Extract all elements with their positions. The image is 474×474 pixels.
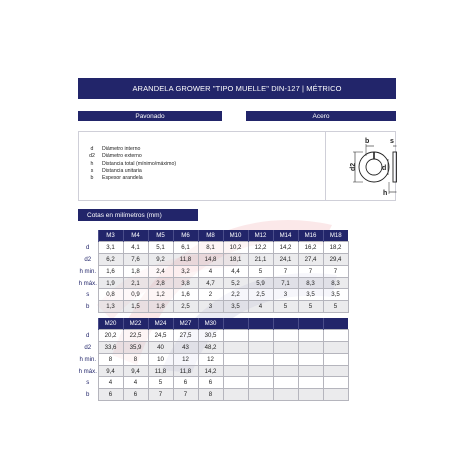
table-cell: 6 bbox=[98, 389, 123, 401]
table-cell bbox=[248, 377, 273, 389]
table-cell: 2,1 bbox=[123, 277, 148, 289]
legend-description: Distancia unitaria bbox=[102, 167, 142, 174]
column-header: M16 bbox=[298, 230, 323, 242]
table-cell: 0,9 bbox=[123, 289, 148, 301]
table-cell: 1,6 bbox=[173, 289, 198, 301]
dimension-label-d: d bbox=[382, 165, 387, 172]
units-label: Cotas en milímetros (mm) bbox=[78, 209, 198, 221]
table-cell: 7,1 bbox=[273, 277, 298, 289]
column-header: M10 bbox=[223, 230, 248, 242]
table-cell: 5 bbox=[323, 301, 348, 313]
table-cell: 2,5 bbox=[173, 301, 198, 313]
legend bbox=[85, 146, 176, 182]
legend-item bbox=[85, 168, 176, 175]
column-header: M27 bbox=[173, 318, 198, 330]
table-cell bbox=[248, 389, 273, 401]
table-row bbox=[78, 242, 348, 254]
legend-description: Diámetro interno bbox=[102, 146, 141, 152]
table-row bbox=[78, 254, 348, 266]
table-cell bbox=[248, 365, 273, 377]
column-header bbox=[298, 318, 323, 330]
column-header bbox=[323, 318, 348, 330]
table-cell: 1,5 bbox=[123, 301, 148, 313]
row-label: h min. bbox=[79, 355, 97, 363]
column-header: M3 bbox=[98, 230, 123, 242]
legend-symbol: d2 bbox=[89, 153, 95, 160]
row-label: d2 bbox=[84, 343, 92, 351]
row-label: h min. bbox=[79, 267, 97, 275]
column-header: M22 bbox=[123, 318, 148, 330]
dimensions-table-2 bbox=[78, 318, 349, 401]
table-cell: 33,6 bbox=[98, 342, 123, 354]
table-cell: 1,2 bbox=[148, 289, 173, 301]
table-cell: 30,5 bbox=[198, 330, 223, 342]
table-cell: 7 bbox=[323, 265, 348, 277]
table-cell bbox=[298, 365, 323, 377]
table-cell bbox=[273, 365, 298, 377]
legend-description: Diámetro externo bbox=[102, 153, 142, 160]
table-row bbox=[78, 301, 348, 313]
column-header: M14 bbox=[273, 230, 298, 242]
row-label: d bbox=[86, 332, 90, 340]
table-row bbox=[78, 389, 348, 401]
table-cell: 10 bbox=[148, 353, 173, 365]
table-cell: 14,2 bbox=[273, 242, 298, 254]
table-cell bbox=[323, 342, 348, 354]
table-cell: 4,1 bbox=[123, 242, 148, 254]
table-cell bbox=[323, 389, 348, 401]
legend-symbol: d bbox=[90, 146, 94, 152]
table-cell: 5 bbox=[248, 265, 273, 277]
table-header-row bbox=[78, 230, 348, 242]
table-cell: 3,8 bbox=[173, 277, 198, 289]
table-cell bbox=[273, 377, 298, 389]
table-header-row bbox=[78, 318, 348, 330]
table-cell bbox=[248, 330, 273, 342]
table-cell bbox=[298, 353, 323, 365]
column-header: M4 bbox=[123, 230, 148, 242]
table-cell: 11,8 bbox=[173, 365, 198, 377]
table-cell: 8,3 bbox=[323, 277, 348, 289]
table-cell: 7 bbox=[173, 389, 198, 401]
table-cell: 9,4 bbox=[123, 365, 148, 377]
table-cell bbox=[223, 365, 248, 377]
table-cell: 10,2 bbox=[223, 242, 248, 254]
washer-side-view bbox=[393, 152, 397, 182]
table-cell bbox=[323, 353, 348, 365]
table-cell: 1,8 bbox=[148, 301, 173, 313]
legend-symbol: h bbox=[90, 160, 94, 167]
table-cell: 16,2 bbox=[298, 242, 323, 254]
table-cell: 1,8 bbox=[123, 265, 148, 277]
table-cell bbox=[323, 330, 348, 342]
table-row bbox=[78, 277, 348, 289]
table-cell: 18,2 bbox=[323, 242, 348, 254]
table-row bbox=[78, 353, 348, 365]
table-cell bbox=[273, 389, 298, 401]
row-label: s bbox=[86, 291, 90, 299]
table-row bbox=[78, 365, 348, 377]
table-cell: 1,3 bbox=[98, 301, 123, 313]
table-cell bbox=[323, 377, 348, 389]
table-cell bbox=[273, 342, 298, 354]
dimension-label-h: h bbox=[383, 190, 388, 197]
table-cell: 8,3 bbox=[298, 277, 323, 289]
table-cell: 8 bbox=[98, 353, 123, 365]
info-panel bbox=[78, 131, 396, 201]
row-label: h máx. bbox=[78, 367, 97, 375]
table-cell: 1,9 bbox=[98, 277, 123, 289]
washer-drawing bbox=[253, 134, 397, 200]
table-cell bbox=[223, 353, 248, 365]
legend-item bbox=[85, 153, 176, 160]
table-cell: 4,7 bbox=[198, 277, 223, 289]
table-cell: 4 bbox=[123, 377, 148, 389]
table-cell bbox=[298, 330, 323, 342]
legend-item bbox=[85, 175, 176, 182]
table-cell: 5,1 bbox=[148, 242, 173, 254]
column-header bbox=[273, 318, 298, 330]
table-cell bbox=[223, 389, 248, 401]
dimension-label-b: b bbox=[365, 138, 370, 145]
table-cell: 8 bbox=[198, 389, 223, 401]
dimension-label-s: s bbox=[390, 138, 394, 145]
table-cell: 12,2 bbox=[248, 242, 273, 254]
table-cell: 1,6 bbox=[98, 265, 123, 277]
table-cell: 24,1 bbox=[273, 254, 298, 266]
table-cell bbox=[223, 330, 248, 342]
table-cell: 4 bbox=[198, 265, 223, 277]
finish-pavonado: Pavonado bbox=[78, 111, 222, 121]
table-cell: 35,9 bbox=[123, 342, 148, 354]
table-row bbox=[78, 342, 348, 354]
column-header bbox=[248, 318, 273, 330]
table-cell: 3 bbox=[198, 301, 223, 313]
row-label: d bbox=[86, 244, 90, 252]
table-cell: 5,2 bbox=[223, 277, 248, 289]
row-label: h máx. bbox=[78, 279, 97, 287]
table-cell: 3,5 bbox=[323, 289, 348, 301]
table-cell: 9,4 bbox=[98, 365, 123, 377]
column-header: M20 bbox=[98, 318, 123, 330]
column-header: M8 bbox=[198, 230, 223, 242]
table-cell: 12 bbox=[198, 353, 223, 365]
table-cell: 27,4 bbox=[298, 254, 323, 266]
table-cell: 6 bbox=[123, 389, 148, 401]
table-cell bbox=[273, 330, 298, 342]
table-cell: 22,5 bbox=[123, 330, 148, 342]
table-cell: 6 bbox=[198, 377, 223, 389]
table-cell: 4,4 bbox=[223, 265, 248, 277]
table-cell: 18,1 bbox=[223, 254, 248, 266]
table-cell: 3,2 bbox=[173, 265, 198, 277]
legend-symbol: b bbox=[90, 175, 94, 182]
legend-symbol: s bbox=[90, 167, 94, 174]
row-label: b bbox=[86, 391, 90, 399]
table-cell: 24,5 bbox=[148, 330, 173, 342]
table-cell: 48,2 bbox=[198, 342, 223, 354]
column-header: M30 bbox=[198, 318, 223, 330]
column-header: M18 bbox=[323, 230, 348, 242]
table-cell: 29,4 bbox=[323, 254, 348, 266]
table-cell: 3 bbox=[273, 289, 298, 301]
dimension-label-d2: d2 bbox=[350, 162, 357, 171]
table-cell: 3,5 bbox=[298, 289, 323, 301]
table-cell: 4 bbox=[98, 377, 123, 389]
table-cell: 7,6 bbox=[123, 254, 148, 266]
column-header: M12 bbox=[248, 230, 273, 242]
table-cell: 14,8 bbox=[198, 254, 223, 266]
table-cell: 21,1 bbox=[248, 254, 273, 266]
table-cell: 11,8 bbox=[148, 365, 173, 377]
column-header: M6 bbox=[173, 230, 198, 242]
column-header: M5 bbox=[148, 230, 173, 242]
table-cell: 6,1 bbox=[173, 242, 198, 254]
table-cell: 4 bbox=[248, 301, 273, 313]
page-title: ARANDELA GROWER "TIPO MUELLE" DIN-127 | MÉTRICO bbox=[78, 78, 396, 99]
table-corner bbox=[78, 230, 98, 242]
table-cell: 6,2 bbox=[98, 254, 123, 266]
row-label: b bbox=[86, 303, 90, 311]
row-label: s bbox=[86, 379, 90, 387]
table-cell: 2,8 bbox=[148, 277, 173, 289]
table-cell: 2 bbox=[198, 289, 223, 301]
table-corner bbox=[78, 318, 98, 330]
table-cell bbox=[273, 353, 298, 365]
table-cell: 2,4 bbox=[148, 265, 173, 277]
table-cell: 14,2 bbox=[198, 365, 223, 377]
table-row bbox=[78, 265, 348, 277]
table-cell: 7 bbox=[148, 389, 173, 401]
table-cell: 8 bbox=[123, 353, 148, 365]
table-cell: 27,5 bbox=[173, 330, 198, 342]
table-cell: 3,5 bbox=[223, 301, 248, 313]
table-cell: 6 bbox=[173, 377, 198, 389]
legend-item bbox=[85, 161, 176, 168]
table-cell: 9,2 bbox=[148, 254, 173, 266]
legend-description: Espesor arandela bbox=[102, 175, 143, 182]
table-cell: 2,2 bbox=[223, 289, 248, 301]
column-header bbox=[223, 318, 248, 330]
row-label: d2 bbox=[84, 255, 92, 263]
table-cell: 20,2 bbox=[98, 330, 123, 342]
table-cell: 7 bbox=[298, 265, 323, 277]
table-cell: 7 bbox=[273, 265, 298, 277]
table-cell bbox=[248, 342, 273, 354]
table-cell: 5 bbox=[148, 377, 173, 389]
table-cell: 12 bbox=[173, 353, 198, 365]
table-cell: 43 bbox=[173, 342, 198, 354]
table-cell: 5 bbox=[273, 301, 298, 313]
legend-item bbox=[85, 146, 176, 153]
table-cell: 5,9 bbox=[248, 277, 273, 289]
table-cell: 8,1 bbox=[198, 242, 223, 254]
table-row bbox=[78, 289, 348, 301]
dimensions-table-1 bbox=[78, 230, 349, 313]
table-cell: 40 bbox=[148, 342, 173, 354]
washer-inner-circle bbox=[366, 159, 382, 175]
legend-description: Distancia total (mínimo/máximo) bbox=[102, 160, 177, 167]
table-cell: 5 bbox=[298, 301, 323, 313]
table-cell bbox=[298, 389, 323, 401]
table-cell bbox=[223, 342, 248, 354]
table-cell: 2,5 bbox=[248, 289, 273, 301]
finish-acero: Acero bbox=[246, 111, 396, 121]
table-cell bbox=[223, 377, 248, 389]
table-row bbox=[78, 330, 348, 342]
column-header: M24 bbox=[148, 318, 173, 330]
table-cell: 11,8 bbox=[173, 254, 198, 266]
table-row bbox=[78, 377, 348, 389]
table-cell: 0,8 bbox=[98, 289, 123, 301]
table-cell bbox=[248, 353, 273, 365]
table-cell bbox=[323, 365, 348, 377]
table-cell: 3,1 bbox=[98, 242, 123, 254]
table-cell bbox=[298, 342, 323, 354]
table-cell bbox=[298, 377, 323, 389]
